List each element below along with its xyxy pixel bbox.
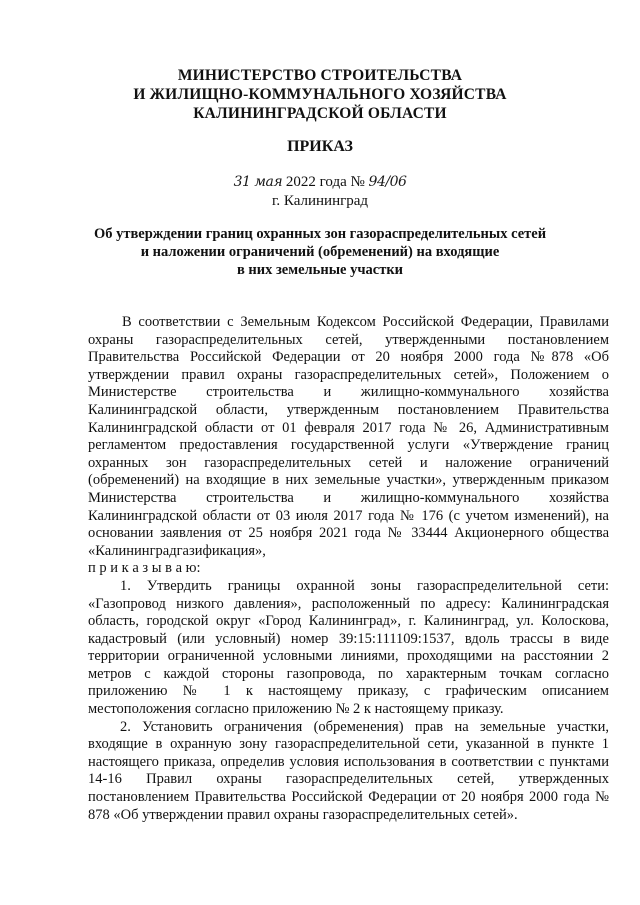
order-subject — [80, 225, 560, 279]
document-type-title: ПРИКАЗ — [287, 138, 353, 155]
order-item-1: 1. Утвердить границы охранной зоны газораспределительной сети: «Газопровод низкого давления», расположенный по адресу: Калининградская область, городской округ «Город Калининград», г. Калининград, ул. Колоскова, кадастровый (или условный) номер 39:15:111109:1537, вдоль трассы в виде территории ограниченной условными линиями, проходящими на расстоянии 2 метров с каждой стороны газопровода, по характерным точкам согласно приложению № 1 к настоящему приказу, с графическим описанием местоположения согласно приложению № 2 к настоящему приказу. — [88, 577, 609, 718]
order-word: п р и к а з ы в а ю: — [88, 560, 201, 577]
order-body — [88, 314, 609, 824]
subject-line-3: в них земельные участки — [236, 262, 404, 278]
order-item-2: 2. Установить ограничения (обременения) прав на земельные участки, входящие в охранную зону газораспределительной сети, указанной в пункте 1 настоящего приказа, определив условия использования в соответствии с пунктами 14-16 Правил охраны газораспределительных сетей, утвержденных постановлением Правительства Российской Федерации от 20 ноября 2000 года № 878 «Об утверждении правил охраны газораспределительных сетей». — [88, 718, 609, 823]
order-city: г. Калининград — [271, 193, 369, 209]
subject-line-2: и наложении ограничений (обременений) на входящие — [140, 244, 500, 260]
ministry-line-2: И ЖИЛИЩНО-КОММУНАЛЬНОГО ХОЗЯЙСТВА — [133, 86, 507, 103]
order-year-text: 2022 года № — [285, 174, 365, 190]
ministry-line-3: КАЛИНИНГРАДСКОЙ ОБЛАСТИ — [193, 105, 447, 122]
handwritten-order-number: 94/06 — [368, 174, 407, 190]
ministry-header — [0, 66, 640, 123]
order-date-line — [0, 172, 640, 192]
handwritten-date: 31 мая — [233, 174, 283, 190]
intro-paragraph: В соответствии с Земельным Кодексом Российской Федерации, Правилами охраны газораспределительных сетей, утвержденными постановлением Правительства Российской Федерации от 20 ноября 2000 года №878 «Об утверждении правил охраны газораспределительных сетей», Положением о Министерстве строительства и жилищно-коммунального хозяйства Калининградской области, утвержденным постановлением Правительства Калининградской области от 01 февраля 2017 года № 26, Административным регламентом предоставления государственной услуги «Утверждение границ охранных зон газораспределительных сетей и наложение ограничений (обременений) на входящие в них земельные участки», утвержденным приказом Министерства строительства и жилищно-коммунального хозяйства Калининградской области от 03 июля 2017 года № 176 (с учетом изменений), на основании заявления от 25 ноября 2021 года № 33444 Акционерного общества «Калининградгазификация», — [88, 314, 609, 559]
ministry-line-1: МИНИСТЕРСТВО СТРОИТЕЛЬСТВА — [177, 67, 463, 84]
subject-line-1: Об утверждении границ охранных зон газораспределительных сетей — [93, 226, 547, 242]
